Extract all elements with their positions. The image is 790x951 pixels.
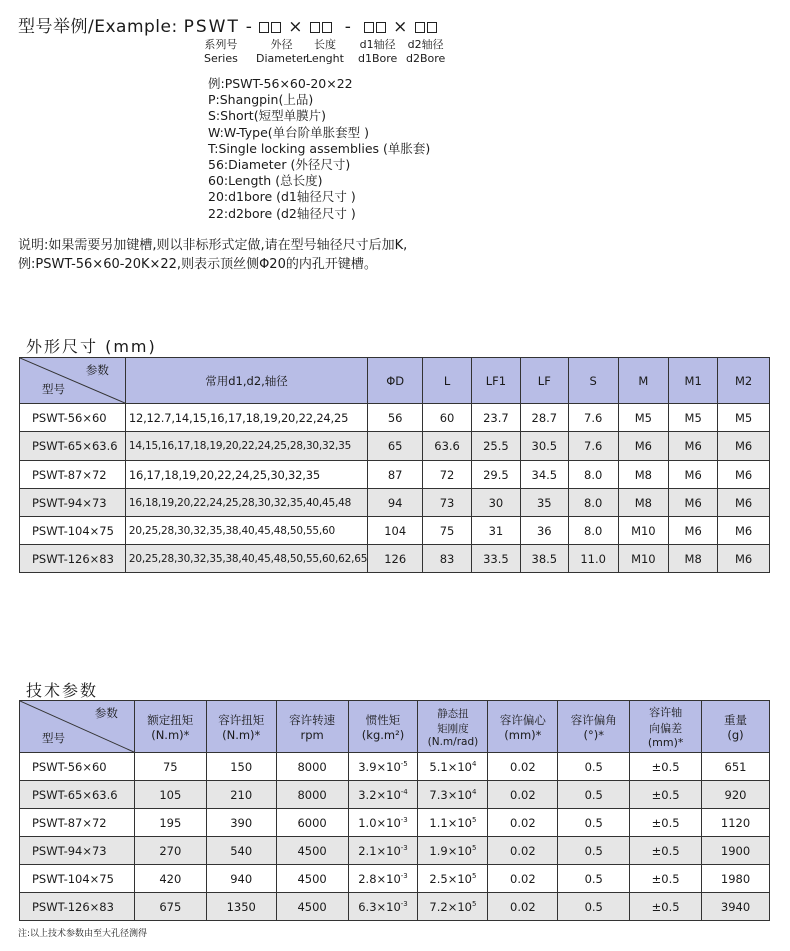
dimensions-corner-cell <box>20 358 126 404</box>
dimensions-header-cell: M <box>618 358 669 404</box>
value-cell: M6 <box>718 517 770 545</box>
value-cell: 270 <box>134 837 206 865</box>
value-cell: ±0.5 <box>630 865 702 893</box>
table-row <box>20 837 770 865</box>
note-line-2: 例:PSWT-56×60-20K×22,则表示顶丝侧Φ20的内孔开键槽。 <box>18 257 377 272</box>
value-cell: 0.5 <box>558 865 630 893</box>
value-cell: 33.5 <box>471 545 520 573</box>
value-cell: 38.5 <box>520 545 568 573</box>
placeholder-box-icon <box>376 22 386 33</box>
value-cell: M6 <box>669 489 718 517</box>
value-cell: M6 <box>718 461 770 489</box>
value-cell: 23.7 <box>471 404 520 432</box>
model-cell: PSWT-104×75 <box>20 865 135 893</box>
value-cell: ±0.5 <box>630 837 702 865</box>
example-line: 例:PSWT-56×60-20×22 <box>208 76 353 91</box>
value-cell: 4500 <box>276 865 348 893</box>
value-cell: ±0.5 <box>630 809 702 837</box>
value-cell: 0.02 <box>488 893 558 921</box>
value-cell: $2.5\times 10^5$ <box>418 865 488 893</box>
dimensions-header-cell: ΦD <box>368 358 423 404</box>
value-cell: 94 <box>368 489 423 517</box>
dimensions-header-row <box>20 358 770 404</box>
value-cell: $7.2\times 10^5$ <box>418 893 488 921</box>
value-cell: M6 <box>669 461 718 489</box>
value-cell: 30 <box>471 489 520 517</box>
table-row <box>20 893 770 921</box>
legend-length: 长度 Lenght <box>306 38 344 65</box>
example-line: 22:d2bore (d2轴径尺寸 ) <box>208 205 356 221</box>
technical-header-row <box>20 701 770 753</box>
value-cell: 0.02 <box>488 865 558 893</box>
value-cell: $6.3\times 10^{-3}$ <box>348 893 418 921</box>
value-cell: M6 <box>669 517 718 545</box>
value-cell: 8.0 <box>568 517 618 545</box>
value-cell: ±0.5 <box>630 753 702 781</box>
value-cell: 4500 <box>276 893 348 921</box>
value-cell: 28.7 <box>520 404 568 432</box>
value-cell: 195 <box>134 809 206 837</box>
model-cell: PSWT-126×83 <box>20 545 126 573</box>
value-cell: M6 <box>718 545 770 573</box>
value-cell: 1900 <box>702 837 770 865</box>
model-cell: PSWT-104×75 <box>20 517 126 545</box>
times-2: × <box>393 17 408 37</box>
value-cell: 675 <box>134 893 206 921</box>
dimensions-header-cell: L <box>423 358 472 404</box>
value-cell: 940 <box>206 865 276 893</box>
value-cell: 25.5 <box>471 432 520 461</box>
bores-cell: 16,17,18,19,20,22,24,25,30,32,35 <box>125 461 367 489</box>
value-cell: 11.0 <box>568 545 618 573</box>
placeholder-box-icon <box>415 22 425 33</box>
model-cell: PSWT-56×60 <box>20 753 135 781</box>
bores-cell: 12,12.7,14,15,16,17,18,19,20,22,24,25 <box>125 404 367 432</box>
corner-bottom-label: 型号 <box>42 382 65 396</box>
example-title-code: PSWT <box>183 17 240 37</box>
example-line: W:W-Type(单台阶单胀套型 ) <box>208 124 369 140</box>
value-cell: 8.0 <box>568 489 618 517</box>
value-cell: 0.02 <box>488 753 558 781</box>
value-cell: 150 <box>206 753 276 781</box>
value-cell: 8000 <box>276 753 348 781</box>
value-cell: 75 <box>423 517 472 545</box>
value-cell: M6 <box>669 432 718 461</box>
value-cell: 0.02 <box>488 781 558 809</box>
value-cell: M6 <box>718 489 770 517</box>
value-cell: 34.5 <box>520 461 568 489</box>
table-row <box>20 753 770 781</box>
value-cell: 8.0 <box>568 461 618 489</box>
example-line: T:Single locking assemblies (单胀套) <box>208 140 431 156</box>
placeholder-box-icon <box>427 22 437 33</box>
allowable-torque-header: 容许扭矩 (N.m)* <box>206 701 276 753</box>
technical-corner-cell <box>20 701 135 753</box>
weight-header: 重量 (g) <box>702 701 770 753</box>
model-cell: PSWT-87×72 <box>20 461 126 489</box>
value-cell: $5.1\times 10^4$ <box>418 753 488 781</box>
value-cell: 920 <box>702 781 770 809</box>
value-cell: 60 <box>423 404 472 432</box>
value-cell: 7.6 <box>568 432 618 461</box>
value-cell: 6000 <box>276 809 348 837</box>
value-cell: $2.1\times 10^{-3}$ <box>348 837 418 865</box>
value-cell: $2.8\times 10^{-3}$ <box>348 865 418 893</box>
model-cell: PSWT-87×72 <box>20 809 135 837</box>
value-cell: $1.0\times 10^{-3}$ <box>348 809 418 837</box>
model-cell: PSWT-65×63.6 <box>20 781 135 809</box>
dash-1: - <box>245 17 253 37</box>
example-title-label: 型号举例/Example: <box>18 17 178 37</box>
value-cell: 210 <box>206 781 276 809</box>
axial-header: 容许轴 向偏差 (mm)* <box>630 701 702 753</box>
value-cell: M8 <box>669 545 718 573</box>
model-cell: PSWT-56×60 <box>20 404 126 432</box>
table-row <box>20 517 770 545</box>
bores-cell: 20,25,28,30,32,35,38,40,45,48,50,55,60 <box>125 517 367 545</box>
value-cell: 540 <box>206 837 276 865</box>
value-cell: 0.5 <box>558 837 630 865</box>
value-cell: 1120 <box>702 809 770 837</box>
value-cell: M5 <box>618 404 669 432</box>
value-cell: 651 <box>702 753 770 781</box>
value-cell: M6 <box>718 432 770 461</box>
value-cell: 104 <box>368 517 423 545</box>
placeholder-box-icon <box>364 22 374 33</box>
value-cell: 7.6 <box>568 404 618 432</box>
corner-top-label: 参数 <box>85 363 109 377</box>
example-explanation <box>208 76 430 222</box>
value-cell: 0.5 <box>558 893 630 921</box>
value-cell: 4500 <box>276 837 348 865</box>
value-cell: 0.02 <box>488 837 558 865</box>
table-row <box>20 809 770 837</box>
value-cell: M5 <box>669 404 718 432</box>
value-cell: 1350 <box>206 893 276 921</box>
value-cell: M5 <box>718 404 770 432</box>
angle-header: 容许偏角 (°)* <box>558 701 630 753</box>
value-cell: M10 <box>618 517 669 545</box>
value-cell: 1980 <box>702 865 770 893</box>
value-cell: 105 <box>134 781 206 809</box>
value-cell: 31 <box>471 517 520 545</box>
value-cell: 30.5 <box>520 432 568 461</box>
value-cell: $7.3\times 10^4$ <box>418 781 488 809</box>
dimensions-header-cell: 常用d1,d2,轴径 <box>125 358 367 404</box>
value-cell: 72 <box>423 461 472 489</box>
value-cell: 63.6 <box>423 432 472 461</box>
value-cell: M6 <box>618 432 669 461</box>
technical-title: 技术参数 <box>26 681 99 700</box>
placeholder-box-icon <box>310 22 320 33</box>
technical-table <box>19 700 770 921</box>
model-cell: PSWT-126×83 <box>20 893 135 921</box>
value-cell: 75 <box>134 753 206 781</box>
value-cell: M8 <box>618 461 669 489</box>
value-cell: $1.9\times 10^5$ <box>418 837 488 865</box>
value-cell: ±0.5 <box>630 781 702 809</box>
dimensions-table <box>19 357 770 573</box>
value-cell: 0.5 <box>558 781 630 809</box>
table-row <box>20 781 770 809</box>
table-row <box>20 432 770 461</box>
value-cell: 0.02 <box>488 809 558 837</box>
value-cell: $3.9\times 10^{-5}$ <box>348 753 418 781</box>
legend-d1bore: d1轴径 d1Bore <box>358 38 398 65</box>
model-cell: PSWT-65×63.6 <box>20 432 126 461</box>
corner-top-label: 参数 <box>94 706 118 720</box>
value-cell: 420 <box>134 865 206 893</box>
model-cell: PSWT-94×73 <box>20 837 135 865</box>
dimensions-header-cell: LF1 <box>471 358 520 404</box>
table-row <box>20 404 770 432</box>
keyway-note <box>18 236 407 274</box>
dash-2: - <box>344 17 352 37</box>
stiffness-header: 静态扭 矩刚度 (N.m/rad) <box>418 701 488 753</box>
allowable-speed-header: 容许转速 rpm <box>276 701 348 753</box>
placeholder-box-icon <box>259 22 269 33</box>
legend-diameter: 外径 Diameter <box>256 38 308 65</box>
diagonal-line-icon <box>20 358 125 403</box>
note-line-1: 说明:如果需要另加键槽,则以非标形式定做,请在型号轴径尺寸后加K, <box>18 238 408 253</box>
times-1: × <box>288 17 303 37</box>
value-cell: 65 <box>368 432 423 461</box>
dimensions-title: 外形尺寸 (mm) <box>26 337 157 356</box>
value-cell: 0.5 <box>558 753 630 781</box>
value-cell: 0.5 <box>558 809 630 837</box>
placeholder-box-icon <box>271 22 281 33</box>
value-cell: M10 <box>618 545 669 573</box>
dimensions-header-cell: M2 <box>718 358 770 404</box>
value-cell: 56 <box>368 404 423 432</box>
value-cell: ±0.5 <box>630 893 702 921</box>
model-cell: PSWT-94×73 <box>20 489 126 517</box>
bores-cell: 14,15,16,17,18,19,20,22,24,25,28,30,32,35 <box>125 432 367 461</box>
value-cell: M8 <box>618 489 669 517</box>
example-line: S:Short(短型单膜片) <box>208 108 326 124</box>
value-cell: 36 <box>520 517 568 545</box>
legend-series: 系列号 Series <box>204 38 238 65</box>
dimensions-header-cell: S <box>568 358 618 404</box>
table-row <box>20 489 770 517</box>
rated-torque-header: 额定扭矩 (N.m)* <box>134 701 206 753</box>
dimensions-header-cell: LF <box>520 358 568 404</box>
value-cell: 83 <box>423 545 472 573</box>
value-cell: 3940 <box>702 893 770 921</box>
table-row <box>20 865 770 893</box>
example-line: 20:d1bore (d1轴径尺寸 ) <box>208 189 356 205</box>
example-title <box>18 12 438 37</box>
value-cell: 35 <box>520 489 568 517</box>
value-cell: 126 <box>368 545 423 573</box>
value-cell: 29.5 <box>471 461 520 489</box>
table-row <box>20 461 770 489</box>
table-row <box>20 545 770 573</box>
footnote: 注:以上技术参数由至大孔径测得 <box>18 929 148 939</box>
value-cell: 390 <box>206 809 276 837</box>
example-line: P:Shangpin(上品) <box>208 92 314 108</box>
example-line: 60:Length (总长度) <box>208 173 323 189</box>
value-cell: $3.2\times 10^{-4}$ <box>348 781 418 809</box>
inertia-header: 惯性矩 (kg.m²) <box>348 701 418 753</box>
legend-d2bore: d2轴径 d2Bore <box>406 38 446 65</box>
value-cell: $1.1\times 10^5$ <box>418 809 488 837</box>
value-cell: 8000 <box>276 781 348 809</box>
placeholder-box-icon <box>322 22 332 33</box>
dimensions-header-cell: M1 <box>669 358 718 404</box>
corner-bottom-label: 型号 <box>42 731 65 745</box>
bores-cell: 20,25,28,30,32,35,38,40,45,48,50,55,60,62,65 <box>125 545 367 573</box>
eccentricity-header: 容许偏心 (mm)* <box>488 701 558 753</box>
example-line: 56:Diameter (外径尺寸) <box>208 157 351 173</box>
value-cell: 87 <box>368 461 423 489</box>
bores-cell: 16,18,19,20,22,24,25,28,30,32,35,40,45,48 <box>125 489 367 517</box>
value-cell: 73 <box>423 489 472 517</box>
